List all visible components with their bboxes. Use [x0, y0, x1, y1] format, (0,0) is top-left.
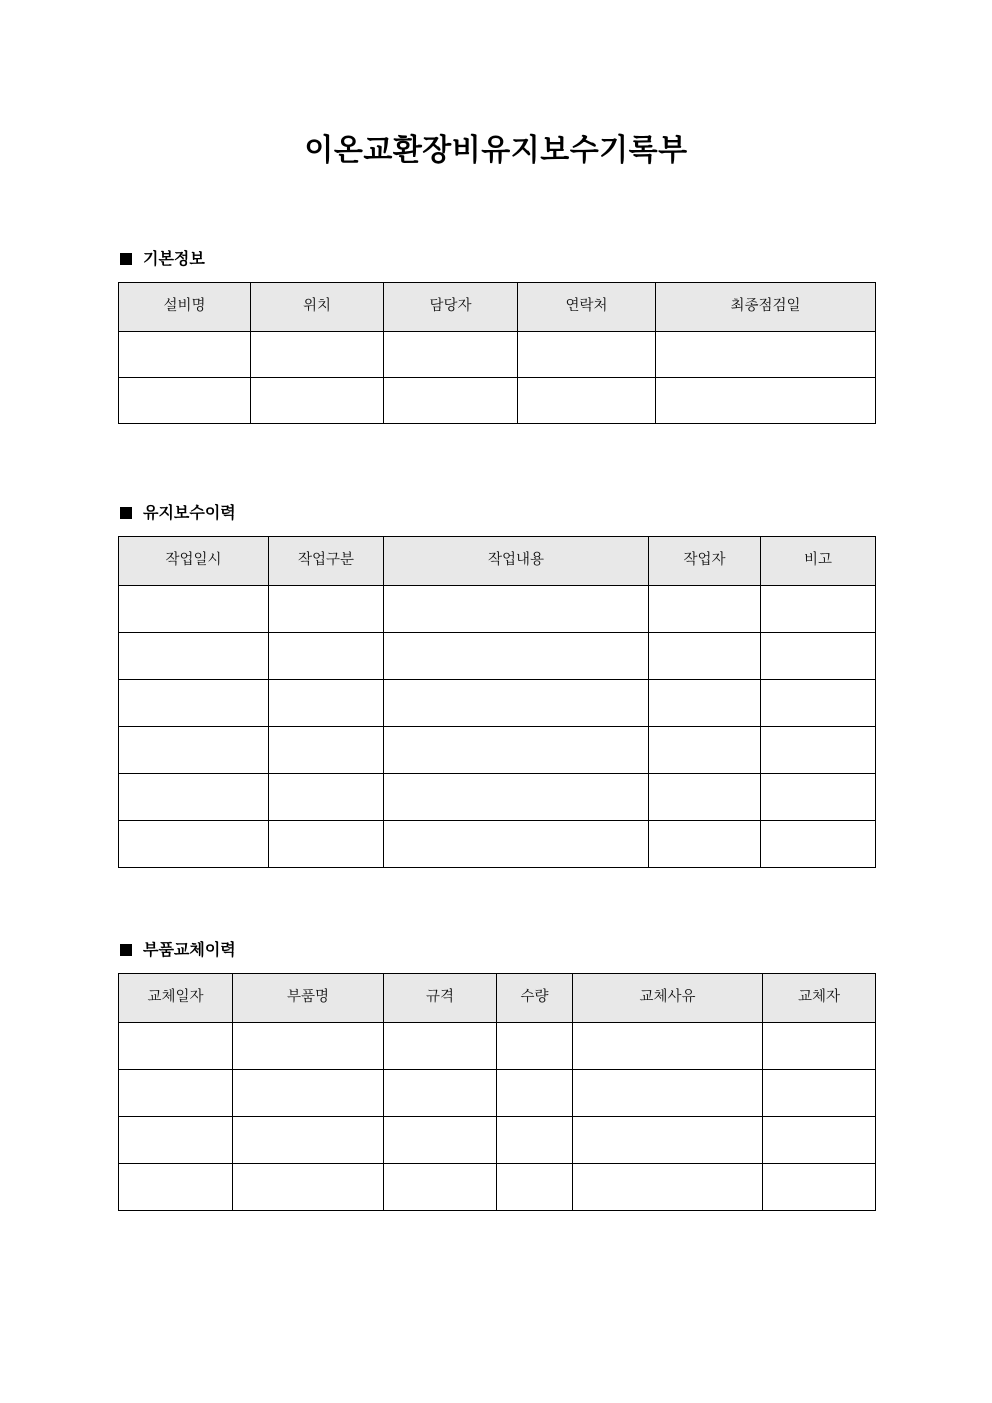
cell-quantity[interactable] [497, 1164, 573, 1211]
bullet-square-icon [120, 507, 132, 519]
cell-replacement-reason[interactable] [573, 1023, 763, 1070]
cell-work-description[interactable] [384, 821, 649, 868]
cell-work-type[interactable] [269, 727, 384, 774]
section-heading-label: 부품교체이력 [143, 940, 236, 959]
cell-specification[interactable] [384, 1070, 497, 1117]
cell-part-name[interactable] [233, 1164, 384, 1211]
section-basic-info [118, 249, 876, 424]
cell-worker[interactable] [649, 633, 761, 680]
section-heading-parts-replacement [120, 940, 876, 960]
cell-remarks[interactable] [761, 727, 876, 774]
bullet-square-icon [120, 253, 132, 265]
cell-contact[interactable] [518, 378, 656, 424]
cell-part-name[interactable] [233, 1023, 384, 1070]
cell-work-type[interactable] [269, 633, 384, 680]
cell-replaced-by[interactable] [763, 1164, 876, 1211]
cell-replaced-by[interactable] [763, 1023, 876, 1070]
section-heading-label: 유지보수이력 [143, 503, 236, 522]
table-row [119, 680, 876, 727]
cell-last-inspection-date[interactable] [656, 378, 876, 424]
cell-work-datetime[interactable] [119, 586, 269, 633]
column-header-contact: 연락처 [518, 283, 656, 332]
cell-location[interactable] [251, 332, 384, 378]
cell-specification[interactable] [384, 1117, 497, 1164]
page-title: 이온교환장비유지보수기록부 [304, 133, 688, 168]
section-heading-basic-info [120, 249, 876, 269]
section-maintenance-history [118, 503, 876, 868]
column-header-remarks: 비고 [761, 537, 876, 586]
column-header-replacement-reason: 교체사유 [573, 974, 763, 1023]
column-header-work-datetime: 작업일시 [119, 537, 269, 586]
table-row [119, 774, 876, 821]
table-row [119, 821, 876, 868]
cell-quantity[interactable] [497, 1023, 573, 1070]
cell-work-description[interactable] [384, 774, 649, 821]
cell-worker[interactable] [649, 821, 761, 868]
column-header-quantity: 수량 [497, 974, 573, 1023]
cell-quantity[interactable] [497, 1070, 573, 1117]
table-header-row [119, 974, 876, 1023]
table-row [119, 332, 876, 378]
cell-work-type[interactable] [269, 774, 384, 821]
cell-replacement-date[interactable] [119, 1164, 233, 1211]
table-row [119, 1023, 876, 1070]
table-row [119, 1164, 876, 1211]
cell-worker[interactable] [649, 727, 761, 774]
cell-work-datetime[interactable] [119, 633, 269, 680]
cell-replaced-by[interactable] [763, 1117, 876, 1164]
column-header-equipment-name: 설비명 [119, 283, 251, 332]
table-row [119, 378, 876, 424]
column-header-location: 위치 [251, 283, 384, 332]
cell-equipment-name[interactable] [119, 378, 251, 424]
column-header-work-type: 작업구분 [269, 537, 384, 586]
cell-worker[interactable] [649, 774, 761, 821]
cell-manager[interactable] [384, 332, 518, 378]
column-header-last-inspection-date: 최종점검일 [656, 283, 876, 332]
section-heading-maintenance-history [120, 503, 876, 523]
cell-work-description[interactable] [384, 727, 649, 774]
cell-specification[interactable] [384, 1164, 497, 1211]
cell-replaced-by[interactable] [763, 1070, 876, 1117]
cell-last-inspection-date[interactable] [656, 332, 876, 378]
cell-part-name[interactable] [233, 1070, 384, 1117]
table-row [119, 586, 876, 633]
column-header-part-name: 부품명 [233, 974, 384, 1023]
column-header-work-description: 작업내용 [384, 537, 649, 586]
column-header-manager: 담당자 [384, 283, 518, 332]
cell-remarks[interactable] [761, 586, 876, 633]
cell-replacement-date[interactable] [119, 1117, 233, 1164]
cell-part-name[interactable] [233, 1117, 384, 1164]
cell-specification[interactable] [384, 1023, 497, 1070]
cell-remarks[interactable] [761, 774, 876, 821]
cell-work-datetime[interactable] [119, 727, 269, 774]
column-header-replaced-by: 교체자 [763, 974, 876, 1023]
cell-replacement-reason[interactable] [573, 1164, 763, 1211]
table-basic-info [118, 282, 876, 424]
cell-location[interactable] [251, 378, 384, 424]
column-header-specification: 규격 [384, 974, 497, 1023]
cell-work-datetime[interactable] [119, 680, 269, 727]
table-maintenance-history [118, 536, 876, 868]
cell-remarks[interactable] [761, 821, 876, 868]
cell-work-description[interactable] [384, 586, 649, 633]
cell-worker[interactable] [649, 586, 761, 633]
cell-work-datetime[interactable] [119, 821, 269, 868]
cell-remarks[interactable] [761, 633, 876, 680]
cell-work-type[interactable] [269, 821, 384, 868]
cell-replacement-reason[interactable] [573, 1070, 763, 1117]
cell-work-datetime[interactable] [119, 774, 269, 821]
table-header-row [119, 283, 876, 332]
cell-replacement-date[interactable] [119, 1023, 233, 1070]
cell-remarks[interactable] [761, 680, 876, 727]
table-row [119, 1070, 876, 1117]
table-parts-replacement [118, 973, 876, 1211]
table-row [119, 633, 876, 680]
cell-quantity[interactable] [497, 1117, 573, 1164]
table-row [119, 1117, 876, 1164]
column-header-worker: 작업자 [649, 537, 761, 586]
bullet-square-icon [120, 944, 132, 956]
cell-work-type[interactable] [269, 680, 384, 727]
table-row [119, 727, 876, 774]
cell-manager[interactable] [384, 378, 518, 424]
cell-contact[interactable] [518, 332, 656, 378]
cell-worker[interactable] [649, 680, 761, 727]
cell-work-type[interactable] [269, 586, 384, 633]
section-parts-replacement-history [118, 940, 876, 1211]
column-header-replacement-date: 교체일자 [119, 974, 233, 1023]
cell-work-description[interactable] [384, 633, 649, 680]
cell-replacement-date[interactable] [119, 1070, 233, 1117]
table-header-row [119, 537, 876, 586]
section-heading-label: 기본정보 [143, 249, 205, 268]
cell-replacement-reason[interactable] [573, 1117, 763, 1164]
cell-equipment-name[interactable] [119, 332, 251, 378]
cell-work-description[interactable] [384, 680, 649, 727]
